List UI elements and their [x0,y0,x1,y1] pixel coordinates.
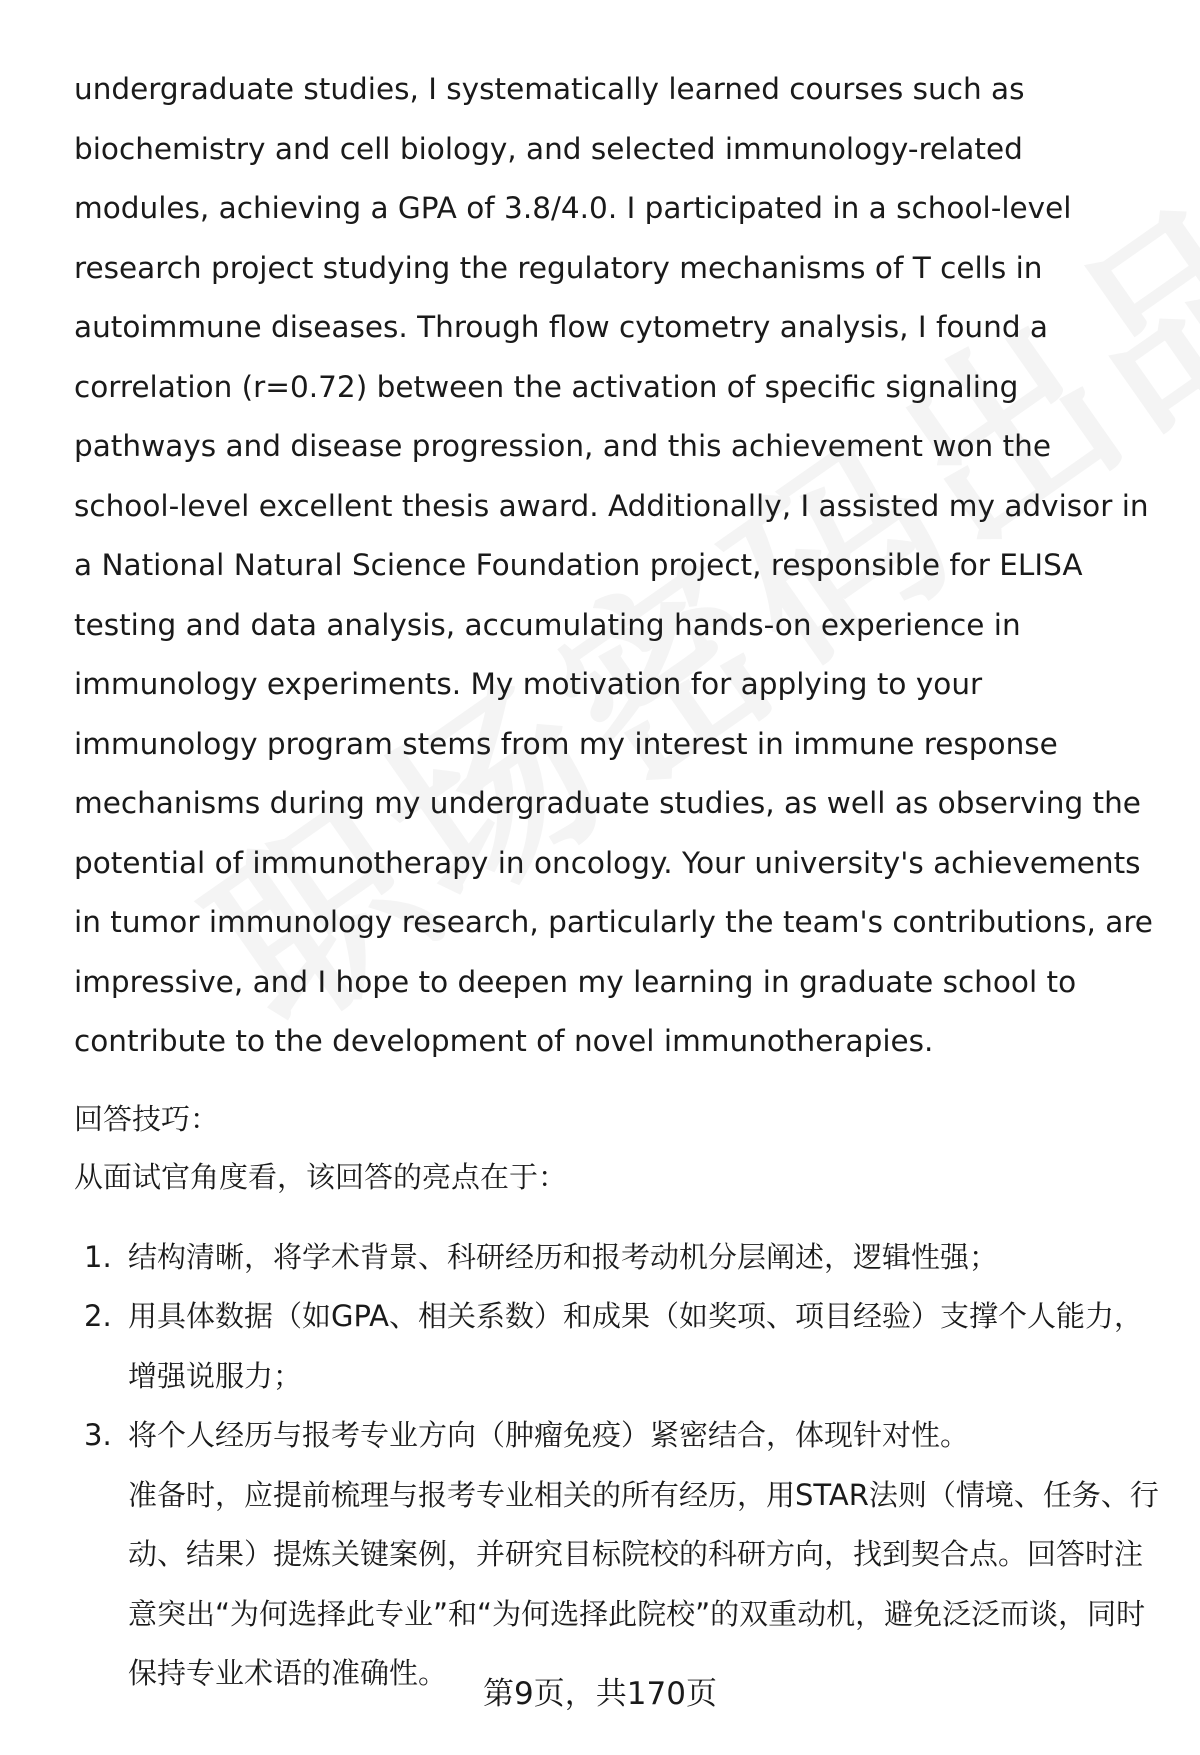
document-page [74,60,1160,1704]
preparation-advice: 准备时，应提前梳理与报考专业相关的所有经历，用STAR法则（情境、任务、行动、结果）提炼关键案例，并研究目标院校的科研方向，找到契合点。回答时注意突出“为何选择此专业”和“为何选择此院校”的双重动机，避免泛泛而谈，同时保持专业术语的准确性。 [128,1477,1159,1690]
tips-heading: 回答技巧： [74,1101,220,1136]
list-text: 结构清晰，将学术背景、科研经历和报考动机分层阐述，逻辑性强； [128,1239,999,1274]
list-item [74,1228,1160,1288]
list-number: 1. [84,1239,112,1274]
list-item [74,1287,1160,1406]
page-number: 第9页，共170页 [483,1676,717,1712]
list-text: 用具体数据（如GPA、相关系数）和成果（如奖项、项目经验）支撑个人能力，增强说服力； [128,1299,1143,1393]
list-item [74,1406,1160,1466]
list-text: 将个人经历与报考专业方向（肿瘤免疫）紧密结合，体现针对性。 [128,1418,970,1452]
list-number: 2. [84,1299,112,1333]
answer-paragraph: undergraduate studies, I systematically learned courses such as biochemistry and cell biology, and selected immunology-related modules, achieving a GPA of 3.8/4.0. I participated in a school-level research project studying the regulatory mechanisms of T cells in autoimmune diseases. Through flow cytometry analysis, I found a correlation (r=0.72) between the activation of specific signaling pathways and disease progression, and this achievement won the school-level excellent thesis award. Additionally, I assisted my advisor in a National Natural Science Foundation project, responsible for ELISA testing and data analysis, accumulating hands-on experience in immunology experiments. My motivation for applying to your immunology program stems from my interest in immune response mechanisms during my undergraduate studies, as well as observing the potential of immunotherapy in oncology. Your university's achievements in tumor immunology research, particularly the team's contributions, are impressive, and I hope to deepen my learning in graduate school to contribute to the development of novel immunotherapies. [74,72,1153,1058]
highlights-list [74,1228,1160,1466]
tips-intro: 从面试官角度看，该回答的亮点在于： [74,1159,568,1194]
list-number: 3. [84,1418,112,1452]
